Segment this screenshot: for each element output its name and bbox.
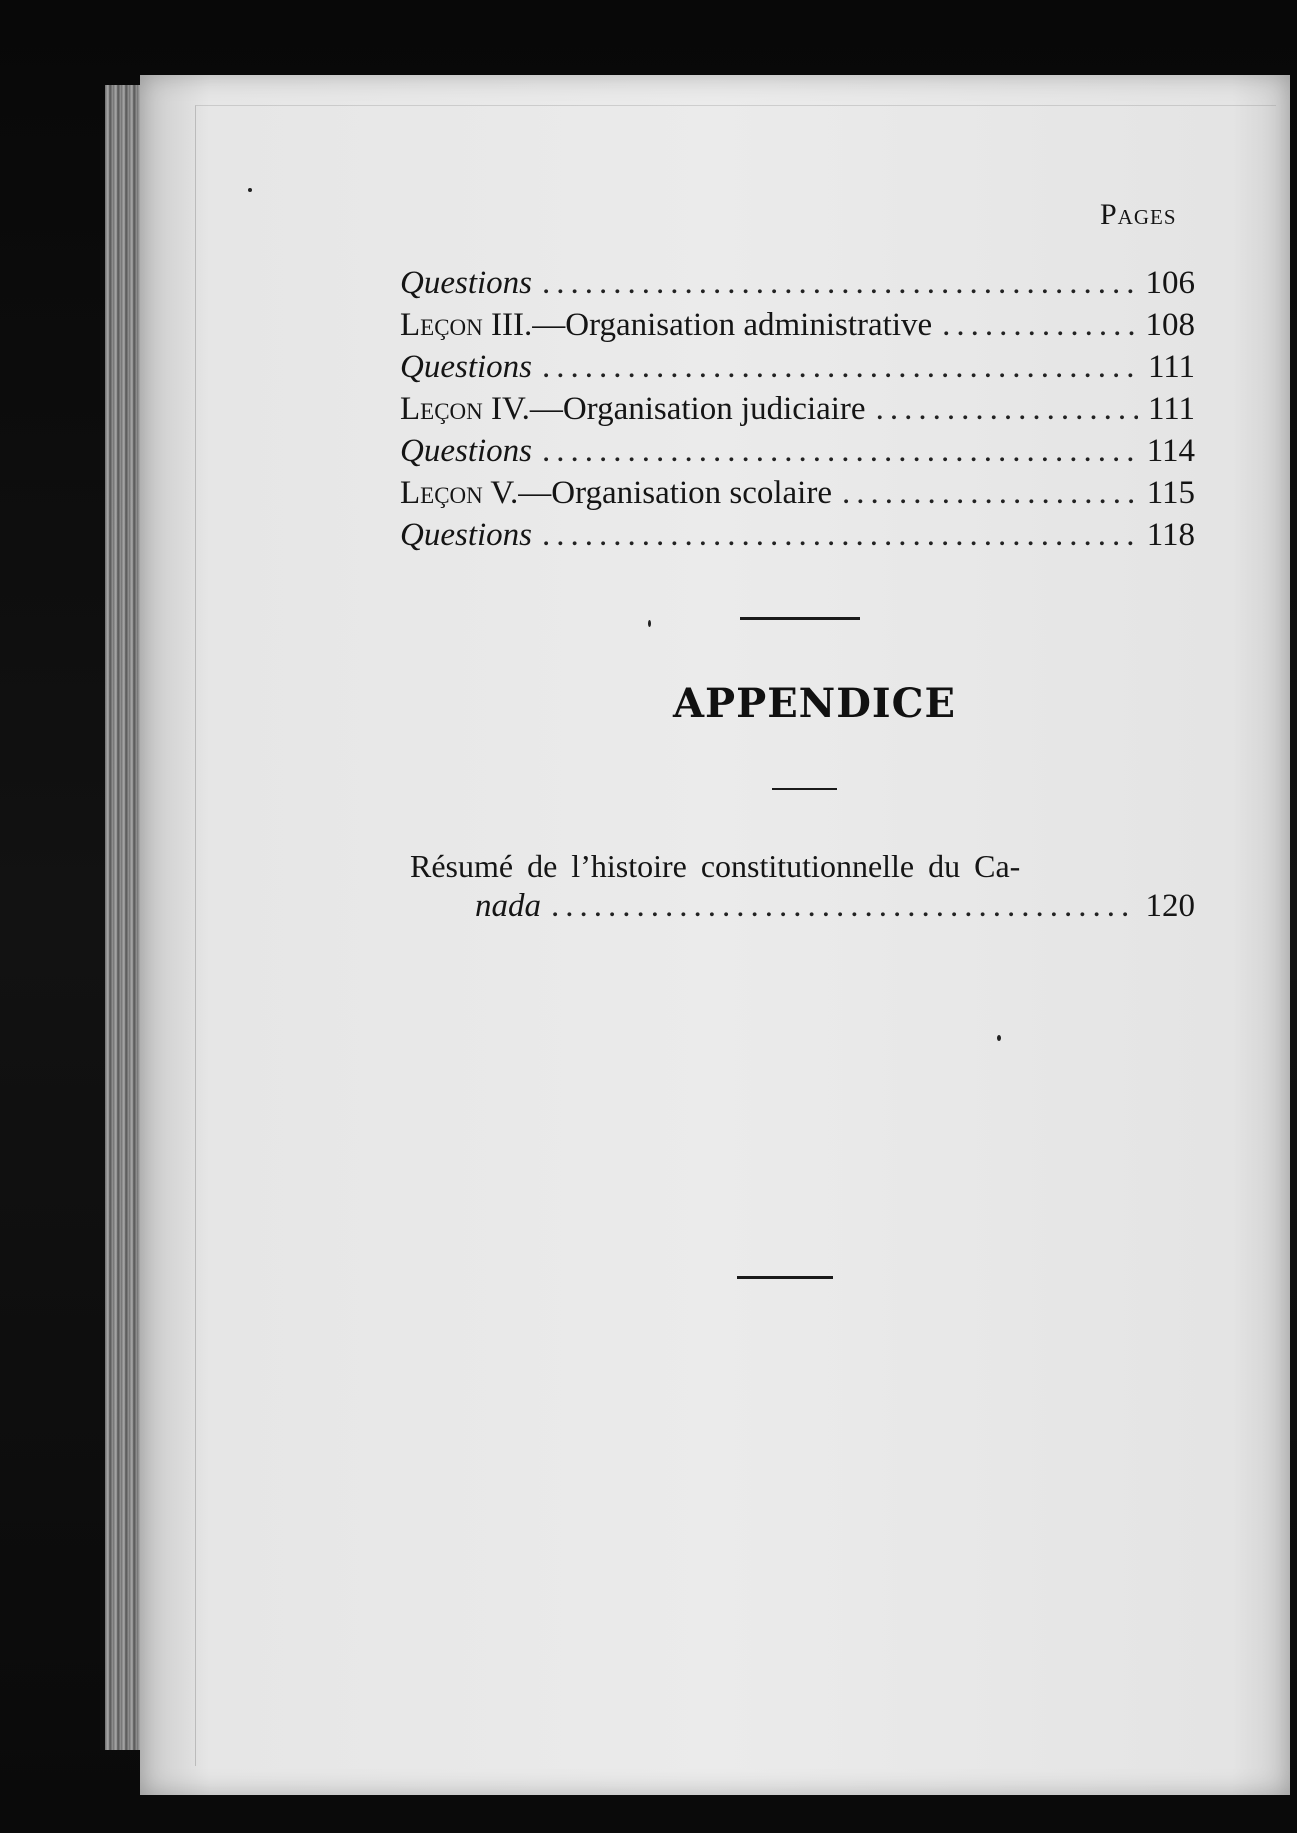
section-divider xyxy=(740,617,860,620)
lesson-prefix: Leçon xyxy=(400,475,483,511)
toc-entry-label: Questions xyxy=(400,433,532,469)
table-of-contents xyxy=(400,265,1195,559)
toc-entry-label xyxy=(400,475,832,512)
toc-row xyxy=(400,391,1195,433)
appendix-entry-line-2 xyxy=(475,888,1195,930)
toc-leader-dots xyxy=(542,517,1137,554)
toc-entry-label xyxy=(400,307,932,344)
toc-row xyxy=(400,475,1195,517)
toc-row xyxy=(400,265,1195,307)
section-divider xyxy=(772,788,837,790)
toc-entry-label: Questions xyxy=(400,265,532,301)
toc-leader-dots xyxy=(942,307,1135,344)
toc-leader-dots xyxy=(876,391,1138,428)
appendix-heading: APPENDICE xyxy=(673,680,956,727)
toc-entry-label: Questions xyxy=(400,517,532,553)
toc-leader-dots xyxy=(842,475,1137,512)
toc-entry-label: nada xyxy=(475,888,541,924)
toc-leader-dots xyxy=(542,433,1137,470)
toc-page-number: 111 xyxy=(1147,391,1195,427)
lesson-prefix: Leçon xyxy=(400,307,483,343)
scan-speck xyxy=(648,620,651,627)
toc-leader-dots xyxy=(542,349,1138,386)
scan-speck xyxy=(997,1035,1001,1041)
toc-entry-label: Questions xyxy=(400,349,532,385)
lesson-title: IV.—Organisation judiciaire xyxy=(482,391,866,427)
toc-page-number: 114 xyxy=(1146,433,1195,469)
toc-page-number: 108 xyxy=(1145,307,1195,343)
appendix-entry-line-1: Résumé de l’histoire constitutionnelle du Ca- xyxy=(410,848,1021,884)
toc-page-number: 118 xyxy=(1146,517,1195,553)
toc-row xyxy=(400,433,1195,475)
toc-row xyxy=(400,517,1195,559)
lesson-prefix: Leçon xyxy=(400,391,483,427)
toc-row xyxy=(400,307,1195,349)
toc-page-number: 120 xyxy=(1145,888,1195,924)
toc-row xyxy=(400,349,1195,391)
closing-divider xyxy=(737,1276,833,1279)
toc-entry-label xyxy=(400,391,866,428)
toc-leader-dots xyxy=(542,265,1136,302)
pages-column-header: Pages xyxy=(1100,198,1177,231)
toc-page-number: 111 xyxy=(1147,349,1195,385)
lesson-title: V.—Organisation scolaire xyxy=(482,475,832,511)
toc-page-number: 106 xyxy=(1145,265,1195,301)
toc-leader-dots xyxy=(551,888,1136,925)
scan-speck xyxy=(248,188,252,192)
lesson-title: III.—Organisation administrative xyxy=(482,307,933,343)
toc-page-number: 115 xyxy=(1146,475,1195,511)
